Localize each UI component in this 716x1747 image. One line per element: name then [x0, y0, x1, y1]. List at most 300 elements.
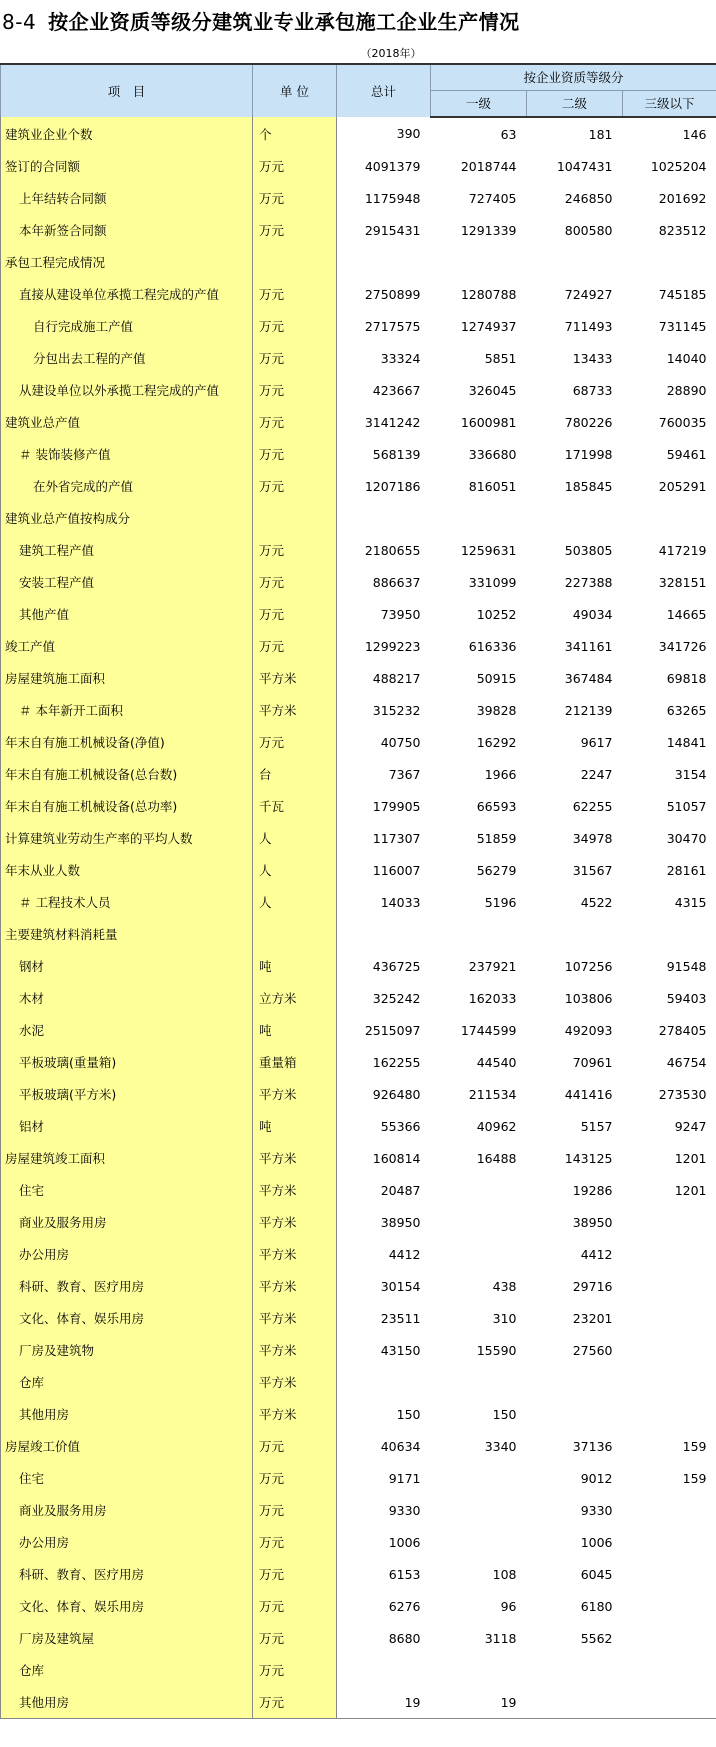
row-unit: 平方米	[253, 1142, 337, 1174]
row-unit: 万元	[253, 1654, 337, 1686]
table-row	[1, 1238, 716, 1270]
row-grade-3-value	[623, 1366, 716, 1398]
row-grade-2-value: 29716	[572, 1278, 613, 1294]
table-row	[1, 1270, 716, 1302]
row-grade-3-value: 51057	[666, 798, 707, 814]
row-unit: 平方米	[253, 694, 337, 726]
row-grade-3-value	[623, 1558, 716, 1590]
row-grade-3-value: 205291	[658, 478, 707, 494]
row-total-value	[337, 246, 431, 278]
row-grade-2-value: 1006	[580, 1534, 613, 1550]
table-row	[1, 374, 716, 406]
row-item-label: 木材	[1, 982, 253, 1014]
row-grade-2-value	[527, 1654, 623, 1686]
row-grade-1-value: 108	[492, 1566, 517, 1582]
row-unit	[253, 246, 337, 278]
row-unit: 万元	[253, 726, 337, 758]
row-item-label: 商业及服务用房	[1, 1494, 253, 1526]
row-grade-2-value: 68733	[572, 382, 613, 398]
table-row	[1, 950, 716, 982]
row-grade-2-value: 5157	[580, 1118, 613, 1134]
table-row	[1, 470, 716, 502]
row-grade-3-value	[623, 1654, 716, 1686]
table-row	[1, 1430, 716, 1462]
row-item-label: ＃ 工程技术人员	[1, 886, 253, 918]
row-grade-3-value: 59461	[666, 446, 707, 462]
row-grade-3-value: 731145	[658, 318, 707, 334]
row-unit: 万元	[253, 598, 337, 630]
row-total-value: 55366	[380, 1118, 421, 1134]
row-unit: 平方米	[253, 1174, 337, 1206]
row-total-value: 6276	[388, 1598, 421, 1614]
row-total-value: 38950	[380, 1214, 421, 1230]
row-total-value: 2717575	[364, 318, 421, 334]
table-row	[1, 342, 716, 374]
row-unit: 平方米	[253, 1302, 337, 1334]
row-grade-1-value	[431, 1654, 527, 1686]
row-item-label: 年末自有施工机械设备(总台数)	[1, 758, 253, 790]
row-grade-3-value	[623, 1622, 716, 1654]
row-item-label: 商业及服务用房	[1, 1206, 253, 1238]
header-grade-group: 按企业资质等级分	[431, 64, 716, 91]
row-grade-3-value: 328151	[658, 574, 707, 590]
row-unit: 人	[253, 886, 337, 918]
row-grade-3-value: 823512	[658, 222, 707, 238]
table-row	[1, 406, 716, 438]
table-row	[1, 598, 716, 630]
table-row	[1, 854, 716, 886]
row-grade-3-value: 745185	[658, 286, 707, 302]
row-grade-3-value: 14665	[666, 606, 707, 622]
table-row	[1, 1494, 716, 1526]
row-grade-2-value: 4522	[580, 894, 613, 910]
row-item-label: 住宅	[1, 1174, 253, 1206]
row-grade-3-value: 417219	[658, 542, 707, 558]
row-total-value: 40634	[380, 1438, 421, 1454]
table-body	[1, 117, 716, 1719]
row-unit: 万元	[253, 1622, 337, 1654]
row-grade-1-value: 150	[492, 1406, 517, 1422]
row-total-value: 73950	[380, 606, 421, 622]
row-grade-3-value: 146	[682, 126, 707, 142]
row-item-label: ＃ 装饰装修产值	[1, 438, 253, 470]
row-item-label: 建筑业企业个数	[1, 117, 253, 150]
table-row	[1, 1558, 716, 1590]
row-unit: 万元	[253, 1462, 337, 1494]
row-item-label: 从建设单位以外承揽工程完成的产值	[1, 374, 253, 406]
row-grade-1-value: 816051	[468, 478, 517, 494]
row-grade-1-value: 1274937	[460, 318, 517, 334]
row-grade-2-value: 31567	[572, 862, 613, 878]
row-total-value: 23511	[380, 1310, 421, 1326]
table-row	[1, 502, 716, 534]
row-unit: 平方米	[253, 1238, 337, 1270]
table-number: 8-4	[2, 10, 37, 34]
row-grade-1-value: 1259631	[460, 542, 517, 558]
row-grade-2-value: 2247	[580, 766, 613, 782]
row-unit: 万元	[253, 1590, 337, 1622]
row-grade-1-value: 336680	[468, 446, 517, 462]
row-item-label: 房屋建筑竣工面积	[1, 1142, 253, 1174]
row-unit: 吨	[253, 950, 337, 982]
row-unit: 万元	[253, 438, 337, 470]
row-total-value: 14033	[380, 894, 421, 910]
row-item-label: 其他用房	[1, 1686, 253, 1719]
table-title-text: 按企业资质等级分建筑业专业承包施工企业生产情况	[48, 10, 520, 34]
row-item-label: 本年新签合同额	[1, 214, 253, 246]
table-row	[1, 310, 716, 342]
row-unit: 平方米	[253, 1206, 337, 1238]
table-row	[1, 534, 716, 566]
row-item-label: 分包出去工程的产值	[1, 342, 253, 374]
row-total-value: 162255	[372, 1054, 421, 1070]
row-total-value	[337, 1654, 431, 1686]
row-item-label: 直接从建设单位承揽工程完成的产值	[1, 278, 253, 310]
row-grade-1-value: 1291339	[460, 222, 517, 238]
row-grade-1-value: 3340	[484, 1438, 517, 1454]
row-item-label: 水泥	[1, 1014, 253, 1046]
header-grade-3: 三级以下	[623, 91, 716, 118]
row-grade-1-value: 44540	[476, 1054, 517, 1070]
row-total-value: 1006	[388, 1534, 421, 1550]
row-grade-3-value	[623, 1206, 716, 1238]
row-grade-1-value: 39828	[476, 702, 517, 718]
table-row	[1, 1014, 716, 1046]
row-total-value: 886637	[372, 574, 421, 590]
row-unit: 吨	[253, 1110, 337, 1142]
row-item-label: 年末自有施工机械设备(净值)	[1, 726, 253, 758]
table-row	[1, 150, 716, 182]
row-unit: 万元	[253, 310, 337, 342]
row-grade-2-value	[527, 1398, 623, 1430]
row-unit: 平方米	[253, 1366, 337, 1398]
year-note: （2018年）	[360, 47, 422, 60]
row-grade-3-value	[623, 502, 716, 534]
table-row	[1, 694, 716, 726]
row-grade-1-value: 96	[500, 1598, 517, 1614]
row-total-value: 488217	[372, 670, 421, 686]
table-row	[1, 1622, 716, 1654]
row-grade-1-value	[431, 1494, 527, 1526]
row-item-label: 仓库	[1, 1366, 253, 1398]
row-grade-3-value: 46754	[666, 1054, 707, 1070]
header-total: 总计	[337, 64, 431, 117]
row-item-label: 年末自有施工机械设备(总功率)	[1, 790, 253, 822]
row-unit: 万元	[253, 1558, 337, 1590]
row-grade-1-value: 326045	[468, 382, 517, 398]
row-grade-2-value: 503805	[564, 542, 613, 558]
row-item-label: 年末从业人数	[1, 854, 253, 886]
row-grade-2-value	[527, 1366, 623, 1398]
row-grade-3-value: 14841	[666, 734, 707, 750]
row-grade-1-value	[431, 918, 527, 950]
row-grade-1-value	[431, 1238, 527, 1270]
row-grade-1-value	[431, 1174, 527, 1206]
row-total-value: 160814	[372, 1150, 421, 1166]
row-item-label: 平板玻璃(重量箱)	[1, 1046, 253, 1078]
row-unit: 万元	[253, 214, 337, 246]
row-unit: 万元	[253, 278, 337, 310]
row-grade-3-value: 159	[682, 1470, 707, 1486]
row-grade-2-value: 246850	[564, 190, 613, 206]
row-grade-1-value: 19	[431, 1686, 527, 1719]
row-item-label: 科研、教育、医疗用房	[1, 1558, 253, 1590]
row-total-value: 2750899	[364, 286, 421, 302]
table-row	[1, 822, 716, 854]
row-grade-3-value: 63265	[666, 702, 707, 718]
row-item-label: 科研、教育、医疗用房	[1, 1270, 253, 1302]
row-grade-3-value	[623, 1270, 716, 1302]
row-total-value: 116007	[372, 862, 421, 878]
row-grade-2-value: 341161	[564, 638, 613, 654]
table-row	[1, 117, 716, 150]
row-unit: 万元	[253, 470, 337, 502]
table-row	[1, 1654, 716, 1686]
row-total-value: 9330	[388, 1502, 421, 1518]
row-grade-3-value: 341726	[658, 638, 707, 654]
row-total-value: 4412	[388, 1246, 421, 1262]
table-row	[1, 1686, 716, 1719]
row-item-label: 铝材	[1, 1110, 253, 1142]
row-grade-1-value: 50915	[476, 670, 517, 686]
row-grade-2-value: 27560	[572, 1342, 613, 1358]
row-grade-3-value	[623, 918, 716, 950]
row-unit: 万元	[253, 1526, 337, 1558]
row-item-label: 房屋建筑施工面积	[1, 662, 253, 694]
row-grade-1-value: 1280788	[460, 286, 517, 302]
row-item-label: 其他用房	[1, 1398, 253, 1430]
row-total-value: 6153	[388, 1566, 421, 1582]
table-row	[1, 886, 716, 918]
row-total-value: 7367	[388, 766, 421, 782]
row-unit: 万元	[253, 630, 337, 662]
row-unit: 台	[253, 758, 337, 790]
row-grade-2-value: 62255	[572, 798, 613, 814]
row-grade-3-value: 91548	[666, 958, 707, 974]
row-total-value: 436725	[372, 958, 421, 974]
row-item-label: 厂房及建筑物	[1, 1334, 253, 1366]
row-total-value: 150	[396, 1406, 421, 1422]
row-grade-2-value: 49034	[572, 606, 613, 622]
row-grade-1-value: 1744599	[460, 1022, 517, 1038]
row-unit	[253, 502, 337, 534]
table-row	[1, 566, 716, 598]
header-unit: 单 位	[253, 64, 337, 117]
row-grade-2-value: 800580	[564, 222, 613, 238]
table-row	[1, 246, 716, 278]
row-item-label: 建筑工程产值	[1, 534, 253, 566]
row-grade-2-value: 441416	[564, 1086, 613, 1102]
row-item-label: 办公用房	[1, 1238, 253, 1270]
row-grade-2-value: 107256	[564, 958, 613, 974]
row-grade-1-value: 56279	[476, 862, 517, 878]
row-grade-2-value: 23201	[572, 1310, 613, 1326]
row-item-label: 平板玻璃(平方米)	[1, 1078, 253, 1110]
table-row	[1, 662, 716, 694]
table-row	[1, 1046, 716, 1078]
row-total-value: 19	[337, 1686, 431, 1719]
row-grade-2-value	[527, 918, 623, 950]
header-item: 项 目	[1, 64, 253, 117]
row-unit: 平方米	[253, 1334, 337, 1366]
row-grade-2-value: 38950	[572, 1214, 613, 1230]
row-grade-2-value: 492093	[564, 1022, 613, 1038]
row-unit: 万元	[253, 1686, 337, 1719]
row-total-value: 43150	[380, 1342, 421, 1358]
row-grade-2-value	[527, 502, 623, 534]
row-total-value: 8680	[388, 1630, 421, 1646]
table-row	[1, 630, 716, 662]
row-grade-1-value: 10252	[476, 606, 517, 622]
row-item-label: 计算建筑业劳动生产率的平均人数	[1, 822, 253, 854]
row-unit: 平方米	[253, 1398, 337, 1430]
row-grade-3-value: 1201	[674, 1150, 707, 1166]
row-unit	[253, 918, 337, 950]
row-unit: 万元	[253, 374, 337, 406]
row-grade-2-value: 780226	[564, 414, 613, 430]
row-grade-1-value: 616336	[468, 638, 517, 654]
row-unit: 人	[253, 854, 337, 886]
table-row	[1, 726, 716, 758]
table-row	[1, 1078, 716, 1110]
row-grade-3-value: 14040	[666, 350, 707, 366]
statistics-table	[0, 63, 716, 1719]
row-unit: 万元	[253, 534, 337, 566]
row-grade-1-value	[431, 1206, 527, 1238]
row-grade-1-value: 2018744	[460, 158, 517, 174]
row-total-value: 9171	[388, 1470, 421, 1486]
row-grade-1-value	[431, 246, 527, 278]
row-grade-2-value: 9330	[580, 1502, 613, 1518]
row-total-value: 2180655	[364, 542, 421, 558]
row-unit: 平方米	[253, 1078, 337, 1110]
row-total-value	[337, 502, 431, 534]
row-unit: 人	[253, 822, 337, 854]
row-unit: 万元	[253, 566, 337, 598]
row-grade-2-value: 70961	[572, 1054, 613, 1070]
row-grade-2-value: 171998	[564, 446, 613, 462]
row-total-value: 423667	[372, 382, 421, 398]
table-row	[1, 182, 716, 214]
row-grade-2-value: 34978	[572, 830, 613, 846]
row-grade-3-value: 59403	[666, 990, 707, 1006]
row-unit: 万元	[253, 1494, 337, 1526]
row-grade-1-value: 5851	[484, 350, 517, 366]
row-unit: 万元	[253, 1430, 337, 1462]
row-grade-1-value: 237921	[468, 958, 517, 974]
row-total-value: 390	[396, 126, 421, 141]
row-grade-2-value: 143125	[564, 1150, 613, 1166]
row-grade-3-value	[623, 1590, 716, 1622]
row-total-value: 117307	[372, 830, 421, 846]
row-grade-3-value: 4315	[674, 894, 707, 910]
table-row	[1, 982, 716, 1014]
row-grade-3-value: 159	[682, 1438, 707, 1454]
row-total-value: 3141242	[364, 414, 421, 430]
row-grade-3-value	[623, 1494, 716, 1526]
row-total-value: 1207186	[364, 478, 421, 494]
row-unit: 万元	[253, 150, 337, 182]
row-grade-3-value: 9247	[674, 1118, 707, 1134]
row-grade-3-value: 1201	[674, 1182, 707, 1198]
table-row	[1, 1398, 716, 1430]
row-grade-1-value: 1600981	[460, 414, 517, 430]
row-grade-3-value	[623, 1398, 716, 1430]
row-grade-2-value: 212139	[564, 702, 613, 718]
row-grade-1-value	[431, 1366, 527, 1398]
table-row	[1, 1110, 716, 1142]
row-item-label: 自行完成施工产值	[1, 310, 253, 342]
table-row	[1, 1302, 716, 1334]
row-grade-1-value: 16292	[476, 734, 517, 750]
row-total-value: 2515097	[364, 1022, 421, 1038]
table-row	[1, 790, 716, 822]
row-total-value: 325242	[372, 990, 421, 1006]
row-grade-1-value: 16488	[476, 1150, 517, 1166]
row-unit: 个	[253, 117, 337, 150]
row-item-label: 文化、体育、娱乐用房	[1, 1302, 253, 1334]
row-total-value: 568139	[372, 446, 421, 462]
row-unit: 重量箱	[253, 1046, 337, 1078]
row-grade-3-value	[623, 1526, 716, 1558]
row-item-label: 安装工程产值	[1, 566, 253, 598]
row-item-label: 其他产值	[1, 598, 253, 630]
row-total-value	[337, 918, 431, 950]
row-grade-3-value: 69818	[666, 670, 707, 686]
table-row	[1, 214, 716, 246]
row-grade-2-value: 9617	[580, 734, 613, 750]
row-grade-3-value: 760035	[658, 414, 707, 430]
row-item-label: 钢材	[1, 950, 253, 982]
table-row	[1, 1462, 716, 1494]
row-total-value: 20487	[380, 1182, 421, 1198]
row-grade-2-value: 19286	[572, 1182, 613, 1198]
row-grade-3-value: 28890	[666, 382, 707, 398]
row-grade-3-value	[623, 1238, 716, 1270]
row-grade-1-value	[431, 502, 527, 534]
row-item-label: 竣工产值	[1, 630, 253, 662]
row-grade-3-value: 278405	[658, 1022, 707, 1038]
row-item-label: 厂房及建筑屋	[1, 1622, 253, 1654]
table-row	[1, 438, 716, 470]
row-grade-2-value: 181	[588, 126, 613, 142]
row-grade-2-value: 1047431	[556, 158, 613, 174]
row-grade-3-value: 201692	[658, 190, 707, 206]
row-item-label: 办公用房	[1, 1526, 253, 1558]
table-row	[1, 1526, 716, 1558]
row-grade-3-value: 273530	[658, 1086, 707, 1102]
row-grade-1-value	[431, 1526, 527, 1558]
row-item-label: 住宅	[1, 1462, 253, 1494]
row-item-label: 上年结转合同额	[1, 182, 253, 214]
row-grade-1-value: 5196	[484, 894, 517, 910]
row-item-label: ＃ 本年新开工面积	[1, 694, 253, 726]
table-row	[1, 758, 716, 790]
row-grade-2-value: 4412	[580, 1246, 613, 1262]
table-row	[1, 1590, 716, 1622]
header-grade-1: 一级	[431, 91, 527, 118]
row-grade-1-value: 1966	[484, 766, 517, 782]
row-unit: 平方米	[253, 1270, 337, 1302]
row-total-value: 40750	[380, 734, 421, 750]
row-total-value: 33324	[380, 350, 421, 366]
table-row	[1, 1206, 716, 1238]
row-grade-2-value: 185845	[564, 478, 613, 494]
table-row	[1, 1334, 716, 1366]
row-grade-2-value: 13433	[572, 350, 613, 366]
row-total-value: 315232	[372, 702, 421, 718]
row-grade-3-value: 28161	[666, 862, 707, 878]
